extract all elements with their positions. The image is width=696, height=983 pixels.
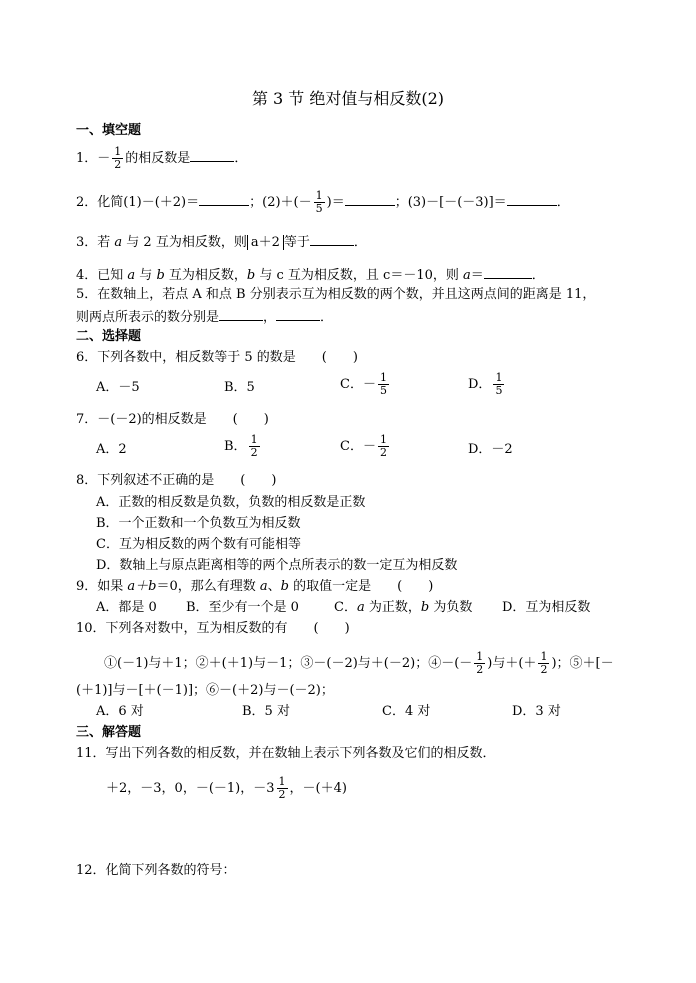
question-4: 4．已知 a 与 b 互为相反数，b 与 c 互为相反数，且 c＝－10，则 a＝ ．: [76, 265, 545, 285]
question-8-option-d: D．数轴上与原点距离相等的两个点所表示的数一定互为相反数: [96, 558, 458, 573]
question-6-option-c: C．－ $\frac{1}{5}$: [340, 371, 387, 397]
answer-blank: [345, 192, 395, 206]
section-heading-choice: 二、选择题: [76, 329, 142, 344]
question-12: 12．化简下列各数的符号：: [76, 863, 236, 878]
question-8-option-a: A．正数的相反数是负数，负数的相反数是正数: [96, 495, 366, 510]
answer-blank: [484, 265, 532, 279]
question-9-option-d: D．互为相反数: [502, 600, 591, 615]
question-10-option-a: A．6 对: [96, 704, 144, 719]
question-9-option-c: C．a 为正数，b 为负数: [334, 600, 473, 615]
question-8: 8．下列叙述不正确的是 ( ): [76, 473, 277, 488]
answer-blank: [190, 148, 234, 162]
question-7-option-a: A．2: [96, 442, 127, 457]
question-5-line-2: 则两点所表示的数分别是 ， ．: [76, 307, 333, 327]
question-6-option-d: D． $\frac{1}{5}$: [468, 371, 503, 397]
question-10-pairs-line-2: (＋1)]与－[＋(－1)]；⑥－(＋2)与－(－2)；: [76, 683, 334, 698]
answer-blank: [199, 192, 249, 206]
question-10-pairs-line-1: ①(－1)与＋1；②＋(＋1)与－1；③－(－2)与＋(－2)；④－(－ $\frac{1}{2}$ )与＋(＋ $\frac{1}{2}$ )；⑤＋[－: [104, 650, 614, 676]
section-heading-answer: 三、解答题: [76, 725, 142, 740]
question-9-option-b: B．至少有一个是 0: [186, 600, 299, 615]
question-7-option-d: D．－2: [468, 442, 513, 457]
question-6-option-b: B．5: [224, 380, 255, 395]
question-8-option-b: B．一个正数和一个负数互为相反数: [96, 516, 301, 531]
question-6-option-a: A．－5: [96, 380, 140, 395]
answer-blank: [219, 307, 263, 321]
section-heading-fill-in: 一、填空题: [76, 123, 142, 138]
question-6: 6．下列各数中，相反数等于 5 的数是 ( ): [76, 350, 358, 365]
question-10-option-c: C．4 对: [382, 704, 431, 719]
absolute-value: a＋2: [247, 235, 284, 250]
answer-blank: [276, 307, 320, 321]
question-5-line-1: 5．在数轴上，若点 A 和点 B 分别表示互为相反数的两个数，并且这两点间的距离是 11，: [76, 287, 596, 302]
question-10-option-d: D．3 对: [512, 704, 561, 719]
question-3: 3．若 a 与 2 互为相反数，则 a＋2 等于 ．: [76, 232, 367, 252]
question-9-option-a: A．都是 0: [96, 600, 157, 615]
page-title: 第 3 节 绝对值与相反数(2): [251, 89, 445, 108]
question-7-option-c: C．－ $\frac{1}{2}$: [340, 433, 387, 459]
fraction: $\frac{1}{5}$: [315, 189, 323, 215]
fraction: $\frac{1}{2}$: [114, 145, 122, 171]
question-7: 7．－(－2)的相反数是 ( ): [76, 412, 269, 427]
question-11: 11．写出下列各数的相反数，并在数轴上表示下列各数及它们的相反数．: [76, 746, 496, 761]
answer-blank: [507, 192, 557, 206]
question-11-numbers: ＋2，－3，0，－(－1)，－3 $\frac{1}{2}$ ，－(＋4): [106, 775, 347, 801]
question-10: 10．下列各对数中，互为相反数的有 ( ): [76, 621, 350, 636]
answer-blank: [310, 232, 354, 246]
question-1: 1．－ $\frac{1}{2}$ 的相反数是 ．: [76, 145, 248, 171]
question-10-option-b: B．5 对: [242, 704, 290, 719]
question-2: 2．化简(1)－(＋2)＝ ；(2)＋(－ $\frac{1}{5}$ )＝ ；(3)－[－(－3)]＝ ．: [76, 189, 570, 215]
question-9: 9．如果 a＋b＝0，那么有理数 a、b 的取值一定是 ( ): [76, 579, 434, 594]
question-7-option-b: B． $\frac{1}{2}$: [224, 433, 258, 459]
question-8-option-c: C．互为相反数的两个数有可能相等: [96, 537, 301, 552]
